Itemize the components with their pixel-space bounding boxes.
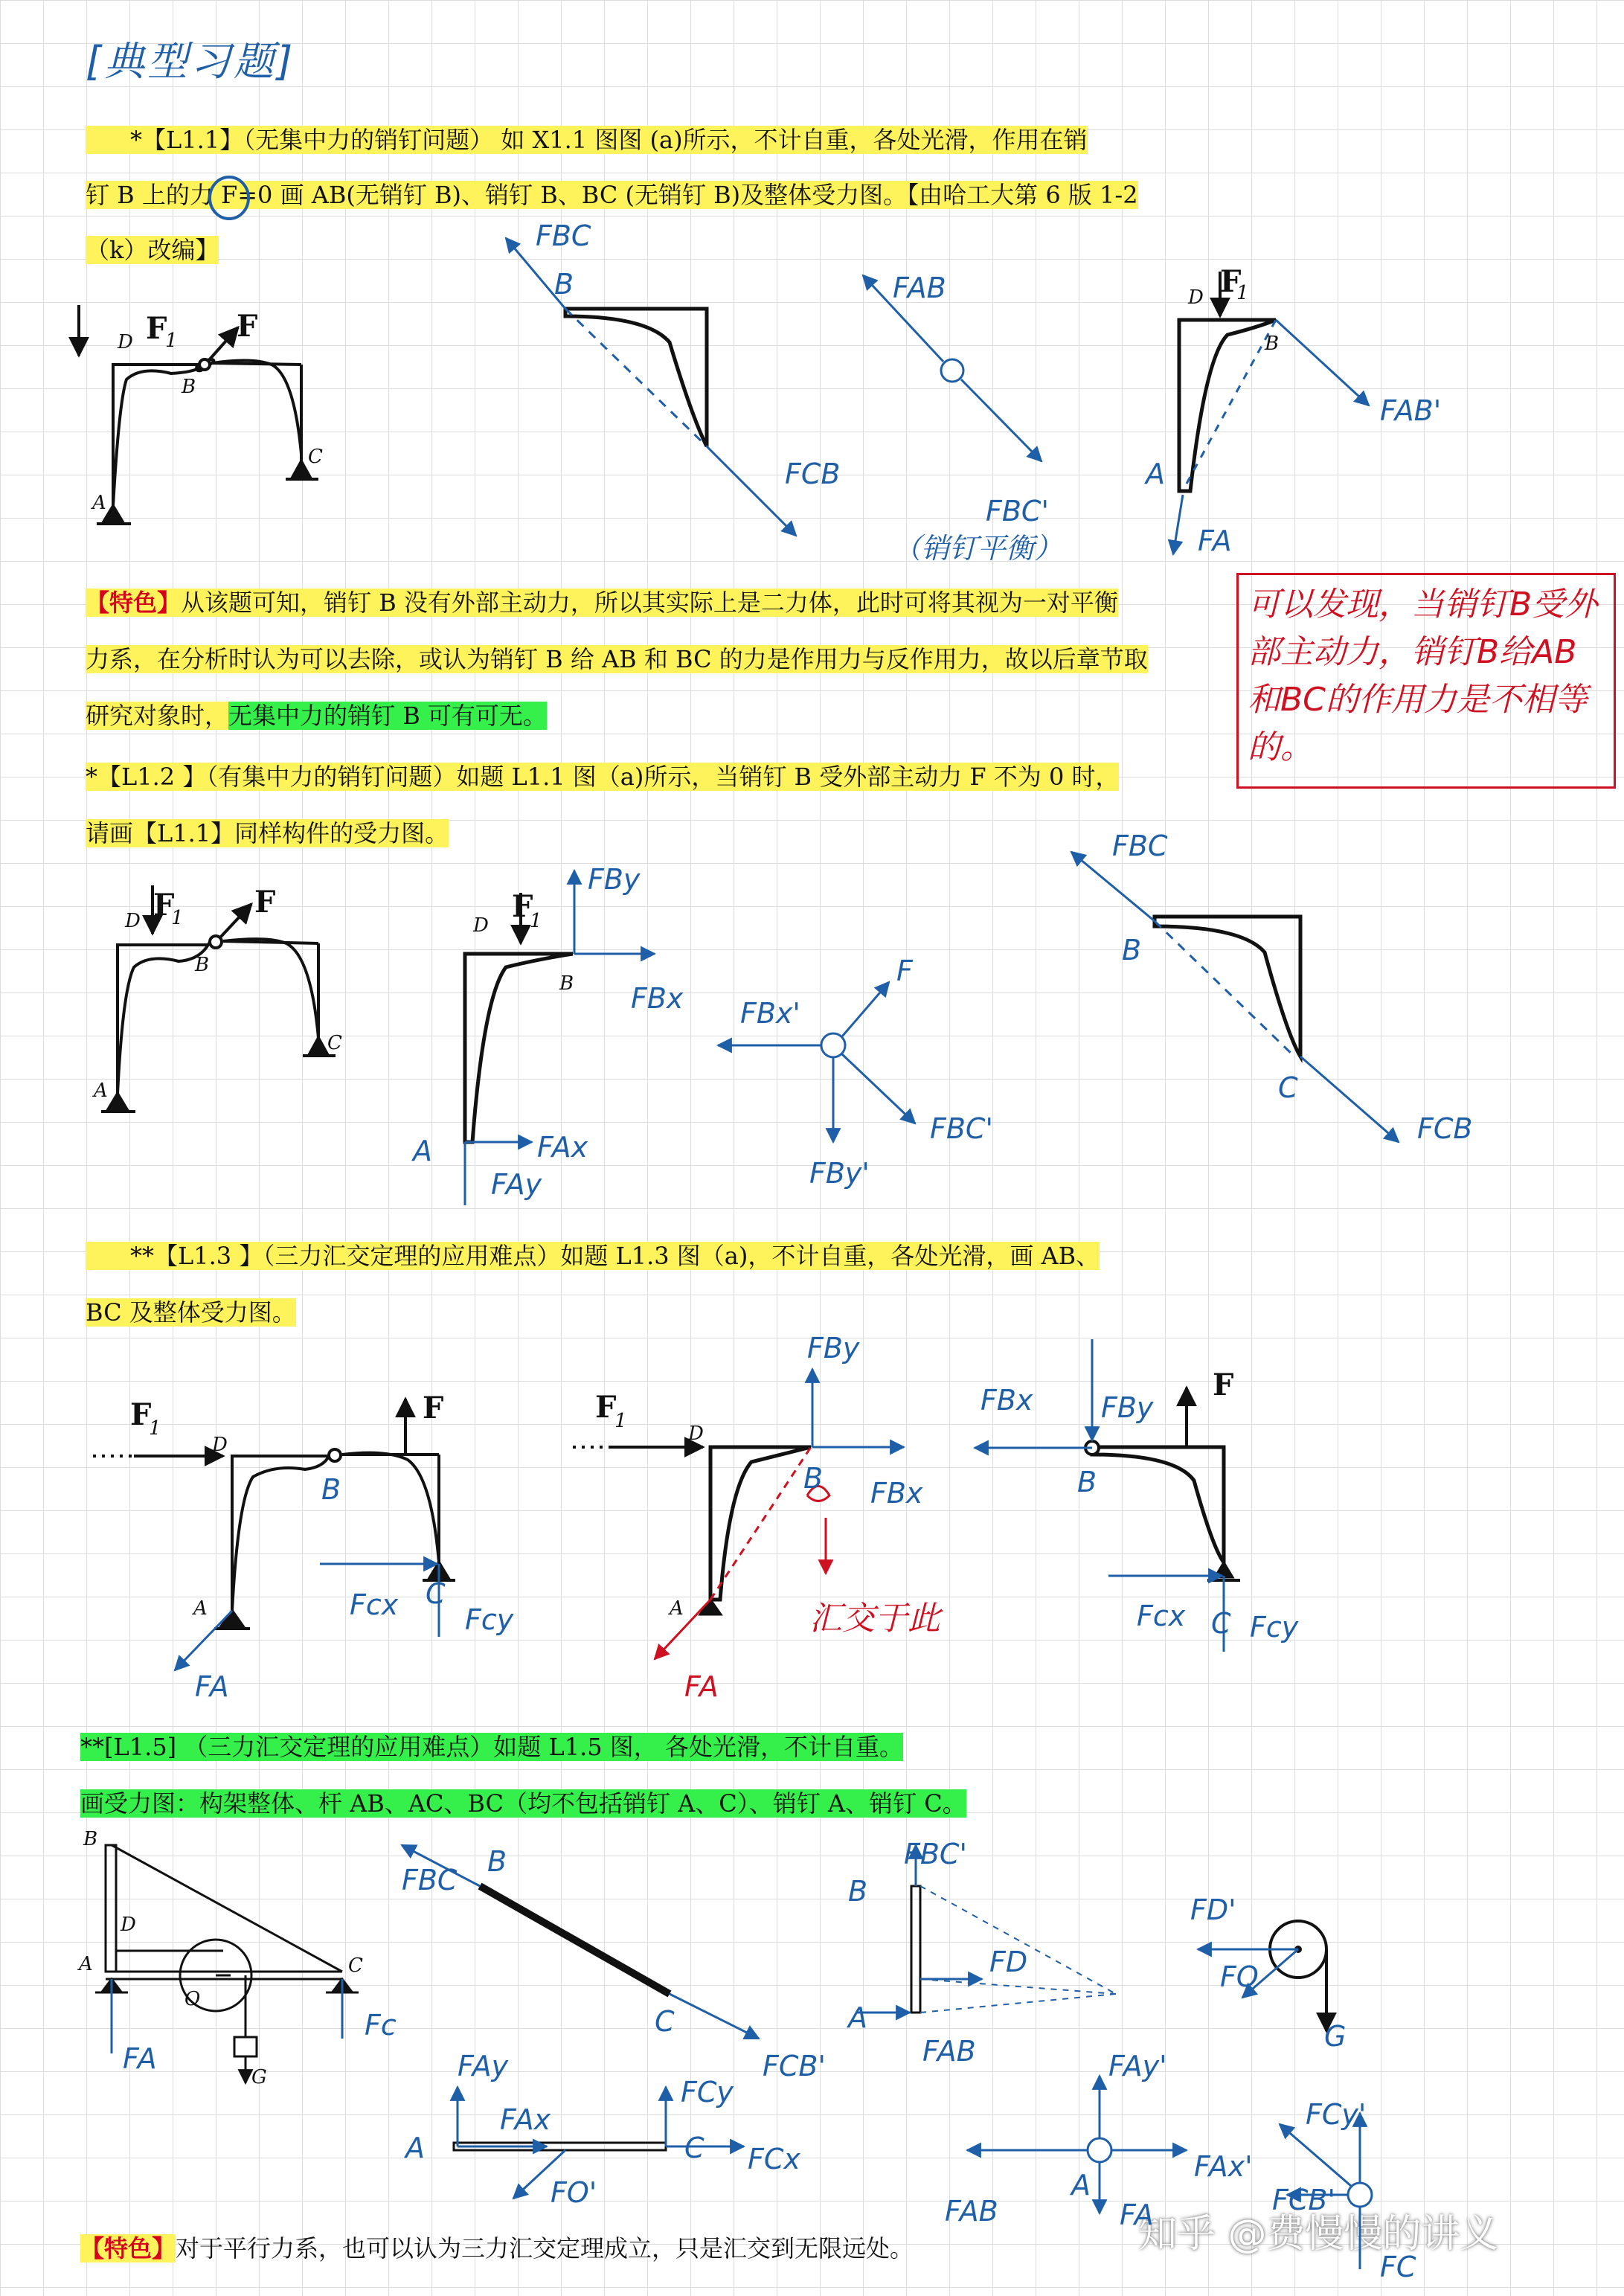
fig4a-label-G: G	[251, 2066, 267, 2088]
fig4a-label-B: B	[83, 1828, 98, 1850]
fig2d-label-B: B	[1122, 934, 1142, 966]
fig2c-label-F: F	[896, 955, 913, 987]
feature-1-line3a: 研究对象时，	[86, 702, 229, 730]
fig2c-label-FBC-prime: FBC'	[930, 1112, 993, 1145]
fig4g-label-FCy-prime: FCy'	[1306, 2098, 1367, 2131]
fig1b-label-FCB: FCB	[785, 458, 841, 490]
figure-4c	[856, 1845, 1116, 2013]
fig2a-label-F1-sub: 1	[171, 907, 184, 929]
fig1a-label-C: C	[308, 446, 323, 468]
problem-2-line1: *【L1.2 】（有集中力的销钉问题）如题 L1.1 图（a)所示，当销钉 B 受外部主动力 F 不为 0 时，	[86, 763, 1120, 791]
figure-1c	[863, 275, 1042, 461]
fig4b-label-FCB: FCB'	[763, 2050, 826, 2082]
fig4e-label-FAx: FAx	[500, 2103, 551, 2136]
fig3b-label-FA: FA	[684, 1670, 719, 1703]
fig4f-label-FAB: FAB	[945, 2195, 998, 2228]
fig4c-label-FBC-prime: FBC'	[904, 1838, 967, 1870]
fig3b-label-A: A	[670, 1597, 684, 1620]
fig4f-label-FAx-prime: FAx'	[1194, 2150, 1253, 2183]
fig1d-label-B: B	[1265, 333, 1280, 355]
page-title: [典型习题]	[86, 38, 296, 85]
fig1a-label-F1: F	[146, 311, 167, 346]
fig3c-label-FBy: FBy	[1101, 1391, 1154, 1424]
fig1b-label-B: B	[554, 268, 574, 301]
fig1b-label-FBC: FBC	[536, 219, 591, 252]
fig1d-label-A: A	[1146, 458, 1165, 490]
fig3c-label-FBx: FBx	[981, 1384, 1033, 1417]
figure-1b	[506, 238, 796, 536]
note-text: 可以发现，当销钉B受外部主动力，销钉B给AB和BC的作用力是不相等的。	[1248, 586, 1598, 766]
fig3c-label-B: B	[1077, 1466, 1097, 1498]
fig4f-label-FA: FA	[1120, 2199, 1154, 2231]
fig3c-label-Fcy: Fcy	[1250, 1611, 1299, 1644]
fig4b-label-FBC: FBC	[402, 1864, 458, 1896]
fig1a-label-F1-sub: 1	[165, 330, 178, 352]
fig4a-label-O: O	[184, 1988, 201, 2010]
fig3c-label-F: F	[1213, 1367, 1234, 1402]
fig2d-label-FCB: FCB	[1417, 1112, 1473, 1145]
fig4c-label-FD: FD	[989, 1946, 1028, 1978]
figure-4d	[1198, 1921, 1326, 2031]
fig3b-label-D: D	[688, 1423, 704, 1445]
fig1a-label-D: D	[118, 331, 133, 353]
fig3a-label-F1-sub: 1	[149, 1417, 161, 1440]
fig2b-label-F1-sub: 1	[530, 910, 542, 932]
fig2b-label-FAx: FAx	[537, 1131, 588, 1164]
fig3a-label-D: D	[212, 1434, 228, 1456]
fig4f-label-FAy-prime: FAy'	[1108, 2050, 1167, 2082]
fig1d-label-FA: FA	[1198, 525, 1232, 557]
fig3b-label-B: B	[803, 1462, 824, 1495]
feature-1-line3b: 无集中力的销钉 B 可有可无。	[228, 702, 547, 730]
fig2a-label-C: C	[327, 1032, 342, 1054]
fig3c-label-C: C	[1211, 1607, 1231, 1640]
fig4b-label-B: B	[487, 1845, 507, 1878]
feature-2-tag: 【特色】	[80, 2234, 176, 2263]
problem-3-line1: **【L1.3 】（三力汇交定理的应用难点）如题 L1.3 图（a)，不计自重，各处光滑，画 AB、	[86, 1242, 1100, 1270]
fig2c-label-FBy-prime: FBy'	[809, 1157, 870, 1190]
fig4a-label-A: A	[79, 1953, 93, 1975]
fig4e-label-C: C	[684, 2132, 705, 2164]
watermark: 知乎 @费慢慢的讲义	[1138, 2212, 1499, 2257]
fig3a-label-FA: FA	[195, 1670, 229, 1703]
fig2a-label-B: B	[195, 954, 210, 976]
fig3a-label-B: B	[321, 1473, 341, 1506]
fig4e-label-A: A	[405, 2132, 425, 2164]
problem-1-line1: *【L1.1】（无集中力的销钉问题） 如 X1.1 图图 (a)所示，不计自重，各处光滑，作用在销	[86, 126, 1088, 154]
fig3a-label-F: F	[423, 1391, 444, 1426]
fig2a-label-F1: F	[153, 888, 175, 923]
fig2b-label-A: A	[413, 1135, 432, 1167]
fig4b-label-C: C	[655, 2005, 675, 2038]
fig4a-label-D: D	[121, 1914, 136, 1936]
fig3b-label-FBx: FBx	[870, 1477, 923, 1510]
fig4d-label-FD-prime: FD'	[1190, 1893, 1236, 1926]
fig4c-label-A: A	[848, 2001, 867, 2034]
fig2b-label-B: B	[559, 972, 574, 995]
fig1d-label-D: D	[1188, 286, 1204, 309]
problem-2-line2: 请画【L1.1】同样构件的受力图。	[86, 819, 449, 847]
fig2a-label-A: A	[94, 1080, 108, 1102]
fig3b-concur-note: 汇交于此	[809, 1600, 940, 1638]
problem-3-line2: BC 及整体受力图。	[86, 1298, 296, 1327]
fig4d-label-G: G	[1324, 2020, 1347, 2053]
fig1a-label-A: A	[92, 492, 106, 514]
figure-2d	[1071, 852, 1399, 1142]
fig4a-label-Fc: Fc	[365, 2009, 397, 2042]
fig3a-label-F1: F	[130, 1397, 152, 1432]
fig2b-label-D: D	[473, 914, 489, 937]
fig4f-label-A: A	[1071, 2169, 1091, 2202]
fig4g-label-FC: FC	[1380, 2251, 1416, 2283]
fig4c-label-B: B	[848, 1875, 868, 1908]
fig2a-label-F: F	[254, 885, 276, 920]
fig2c-label-FBx-prime: FBx'	[740, 997, 800, 1030]
fig2a-label-D: D	[125, 910, 141, 932]
fig4e-label-FCx: FCx	[748, 2143, 800, 2175]
fig4g-label-FCB: FCB'	[1272, 2184, 1335, 2216]
fig4d-label-FO: FO	[1220, 1960, 1259, 1993]
fig2b-label-FBy: FBy	[588, 863, 641, 896]
feature-1-line1: 从该题可知，销钉 B 没有外部主动力，所以其实际上是二力体，此时可将其视为一对平衡	[181, 589, 1118, 617]
fig3a-label-Fcx: Fcx	[350, 1588, 399, 1621]
fig3b-label-F1-sub: 1	[614, 1410, 627, 1432]
figure-3a-forces	[175, 1564, 439, 1670]
fig3a-label-C: C	[426, 1577, 446, 1610]
fig3a-label-A: A	[193, 1597, 208, 1620]
feature-1-tag: 【特色】	[86, 589, 182, 617]
fig4e-label-FAy: FAy	[458, 2050, 509, 2082]
fig1a-label-B: B	[182, 376, 196, 398]
fig1c-label-FBC-prime: FBC'	[986, 495, 1049, 527]
fig3b-label-F1: F	[595, 1390, 617, 1425]
fig4a-label-FA: FA	[123, 2042, 157, 2075]
fig3a-label-Fcy: Fcy	[465, 1603, 514, 1636]
problem-1-line3: （k）改编】	[86, 236, 219, 264]
fig1d-label-F1-sub: 1	[1236, 282, 1249, 304]
fig4c-label-FAB: FAB	[922, 2035, 976, 2068]
fig4a-label-C: C	[348, 1955, 363, 1977]
figure-3a	[93, 1399, 455, 1629]
fig3b-label-FBy: FBy	[807, 1332, 860, 1365]
fig2b-label-FBx: FBx	[631, 982, 684, 1015]
problem-1-line2: 钉 B 上的力 F=0 画 AB(无销钉 B)、销钉 B、BC (无销钉 B)及整体受力图。【由哈工大第 6 版 1-2	[86, 181, 1138, 209]
fig1d-label-F1: F	[1220, 264, 1242, 299]
problem-4-line2: 画受力图：构架整体、杆 AB、AC、BC（均不包括销钉 A、C）、销钉 A、销钉 C。	[80, 1789, 966, 1818]
fig3c-label-Fcx: Fcx	[1137, 1600, 1186, 1632]
fig1c-label-FAB: FAB	[893, 272, 946, 304]
fig2b-label-F1: F	[512, 889, 533, 924]
fig4e-label-FO-prime: FO'	[551, 2176, 597, 2209]
feature-2-text: 对于平行力系，也可以认为三力汇交定理成立，只是汇交到无限远处。	[176, 2234, 914, 2263]
figure-1a	[79, 305, 318, 524]
fig4e-label-FCy: FCy	[681, 2076, 734, 2109]
fig2b-label-FAy: FAy	[491, 1168, 542, 1201]
feature-1-line2: 力系，在分析时认为可以去除，或认为销钉 B 给 AB 和 BC 的力是作用力与反作用力，故以后章节取	[86, 645, 1148, 673]
fig2d-label-FBC: FBC	[1112, 830, 1168, 862]
figure-1d	[1173, 272, 1369, 554]
problem-4-line1: **[L1.5] （三力汇交定理的应用难点）如题 L1.5 图， 各处光滑，不计自重。	[80, 1733, 903, 1761]
fig1a-label-F: F	[237, 309, 258, 344]
fig1c-pin-note: （销钉平衡）	[893, 532, 1063, 565]
fig1d-label-FAB-prime: FAB'	[1380, 394, 1442, 427]
fig2d-label-C: C	[1278, 1071, 1298, 1104]
